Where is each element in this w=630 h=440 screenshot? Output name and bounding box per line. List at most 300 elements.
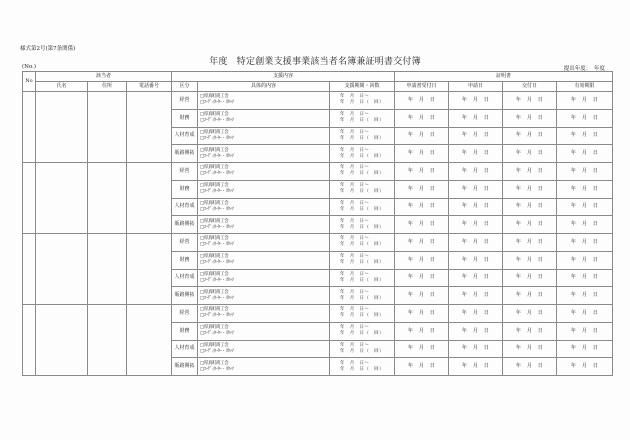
issue-date-cell[interactable] (503, 287, 557, 305)
issue-date-cell[interactable] (503, 198, 557, 216)
issue-date-cell[interactable] (503, 180, 557, 198)
apply-date-cell[interactable] (395, 322, 449, 340)
option-coordinator-checkbox[interactable]: □ｺｰﾃﾞｨﾈｰﾀｰ・ｽﾀｯﾌ (200, 171, 234, 177)
phone-header: 電話番号 (127, 82, 172, 92)
option-shoukokai-checkbox[interactable]: □厚真町商工会 (200, 271, 229, 277)
period-cell[interactable] (330, 269, 395, 287)
detail-cell (198, 340, 330, 358)
date-month: 月 (418, 327, 425, 334)
date-month: 月 (526, 309, 533, 316)
option-coordinator-checkbox[interactable]: □ｺｰﾃﾞｨﾈｰﾀｰ・ｽﾀｯﾌ (200, 224, 234, 230)
apply-date-cell[interactable] (395, 145, 449, 163)
category-cell: 人材育成 (172, 340, 198, 358)
date-month: 月 (581, 292, 588, 299)
option-coordinator-checkbox[interactable]: □ｺｰﾃﾞｨﾈｰﾀｰ・ｽﾀｯﾌ (200, 295, 234, 301)
valid-until-cell[interactable] (557, 287, 613, 305)
date-year: 年 (461, 363, 468, 370)
date-day: 日 (537, 114, 544, 121)
date-day: 日 (429, 167, 436, 174)
date-month: 月 (472, 203, 479, 210)
request-date-cell[interactable] (449, 163, 503, 181)
date-year: 年 (407, 150, 414, 157)
period-start: 年 月 日～ (340, 236, 370, 242)
date-month: 月 (581, 96, 588, 103)
date-month: 月 (472, 185, 479, 192)
date-year: 年 (461, 132, 468, 139)
period-cell[interactable] (330, 287, 395, 305)
address-header: 住所 (88, 82, 127, 92)
valid-until-cell[interactable] (557, 322, 613, 340)
date-month: 月 (526, 238, 533, 245)
period-end: 年 月 日（ 回） (340, 295, 385, 301)
name-cell[interactable] (36, 234, 88, 305)
valid-until-cell[interactable] (557, 92, 613, 110)
period-cell[interactable] (330, 305, 395, 323)
date-day: 日 (429, 292, 436, 299)
period-start: 年 月 日～ (340, 271, 370, 277)
date-year: 年 (515, 150, 522, 157)
period-cell[interactable] (330, 251, 395, 269)
apply-date-cell[interactable] (395, 251, 449, 269)
no-header: No (23, 72, 36, 92)
request-date-cell[interactable] (449, 287, 503, 305)
date-year: 年 (461, 327, 468, 334)
category-cell: 財務 (172, 322, 198, 340)
name-cell[interactable] (36, 92, 88, 163)
date-day: 日 (429, 114, 436, 121)
date-day: 日 (537, 221, 544, 228)
date-month: 月 (418, 203, 425, 210)
apply-date-cell[interactable] (395, 127, 449, 145)
option-shoukokai-checkbox[interactable]: □厚真町商工会 (200, 236, 229, 242)
date-month: 月 (472, 96, 479, 103)
option-shoukokai-checkbox[interactable]: □厚真町商工会 (200, 165, 229, 171)
request-date-cell[interactable] (449, 109, 503, 127)
date-month: 月 (526, 132, 533, 139)
date-month: 月 (418, 309, 425, 316)
date-day: 日 (483, 185, 490, 192)
valid-until-cell[interactable] (557, 305, 613, 323)
person-group-header: 該当者 (36, 72, 172, 82)
option-coordinator-checkbox[interactable]: □ｺｰﾃﾞｨﾈｰﾀｰ・ｽﾀｯﾌ (200, 118, 234, 124)
request-date-cell[interactable] (449, 216, 503, 234)
date-year: 年 (570, 150, 577, 157)
request-date-cell[interactable] (449, 340, 503, 358)
date-year: 年 (461, 221, 468, 228)
phone-cell[interactable] (127, 234, 172, 305)
date-year: 年 (515, 327, 522, 334)
entry-row (23, 234, 613, 252)
valid-until-cell[interactable] (557, 251, 613, 269)
date-month: 月 (472, 363, 479, 370)
support-group-header: 支援内容 (172, 72, 395, 82)
request-date-cell[interactable] (449, 322, 503, 340)
date-day: 日 (537, 238, 544, 245)
date-day: 日 (592, 150, 599, 157)
date-month: 月 (581, 221, 588, 228)
period-end: 年 月 日（ 回） (340, 224, 385, 230)
date-year: 年 (570, 203, 577, 210)
apply-date-cell[interactable] (395, 305, 449, 323)
request-date-cell[interactable] (449, 145, 503, 163)
date-month: 月 (418, 292, 425, 299)
option-coordinator-checkbox[interactable]: □ｺｰﾃﾞｨﾈｰﾀｰ・ｽﾀｯﾌ (200, 135, 234, 141)
period-end: 年 月 日（ 回） (340, 277, 385, 283)
date-day: 日 (483, 256, 490, 263)
date-day: 日 (429, 150, 436, 157)
date-month: 月 (526, 96, 533, 103)
request-date-cell[interactable] (449, 234, 503, 252)
name-header: 氏名 (36, 82, 88, 92)
period-cell[interactable] (330, 322, 395, 340)
date-day: 日 (592, 185, 599, 192)
date-year: 年 (407, 167, 414, 174)
period-start: 年 月 日～ (340, 183, 370, 189)
category-cell: 経営 (172, 305, 198, 323)
request-date-cell[interactable] (449, 198, 503, 216)
address-cell[interactable] (88, 234, 127, 305)
date-day: 日 (592, 221, 599, 228)
valid-until-cell[interactable] (557, 109, 613, 127)
address-cell[interactable] (88, 163, 127, 234)
detail-cell (198, 322, 330, 340)
date-day: 日 (537, 292, 544, 299)
date-year: 年 (461, 185, 468, 192)
date-month: 月 (526, 185, 533, 192)
date-day: 日 (592, 309, 599, 316)
date-month: 月 (526, 221, 533, 228)
apply-date-cell[interactable] (395, 358, 449, 376)
category-cell: 財務 (172, 180, 198, 198)
category-cell: 人材育成 (172, 269, 198, 287)
date-day: 日 (429, 327, 436, 334)
date-day: 日 (429, 221, 436, 228)
entry-row (23, 92, 613, 110)
date-day: 日 (429, 185, 436, 192)
name-cell[interactable] (36, 163, 88, 234)
apply-date-cell[interactable] (395, 287, 449, 305)
option-coordinator-checkbox[interactable]: □ｺｰﾃﾞｨﾈｰﾀｰ・ｽﾀｯﾌ (200, 242, 234, 248)
period-start: 年 月 日～ (340, 218, 370, 224)
date-year: 年 (515, 274, 522, 281)
date-year: 年 (515, 238, 522, 245)
date-day: 日 (537, 309, 544, 316)
issue-date-cell[interactable] (503, 322, 557, 340)
period-cell[interactable] (330, 198, 395, 216)
date-month: 月 (526, 256, 533, 263)
period-cell[interactable] (330, 145, 395, 163)
date-day: 日 (483, 221, 490, 228)
option-shoukokai-checkbox[interactable]: □厚真町商工会 (200, 129, 229, 135)
date-year: 年 (407, 274, 414, 281)
date-month: 月 (581, 167, 588, 174)
period-start: 年 月 日～ (340, 147, 370, 153)
date-month: 月 (418, 96, 425, 103)
date-year: 年 (461, 150, 468, 157)
date-month: 月 (472, 132, 479, 139)
apply-date-cell[interactable] (395, 269, 449, 287)
category-cell: 人材育成 (172, 198, 198, 216)
issue-date-cell[interactable] (503, 109, 557, 127)
date-year: 年 (407, 221, 414, 228)
date-day: 日 (483, 114, 490, 121)
option-shoukokai-checkbox[interactable]: □厚真町商工会 (200, 360, 229, 366)
valid-until-cell[interactable] (557, 163, 613, 181)
date-month: 月 (472, 221, 479, 228)
date-day: 日 (483, 167, 490, 174)
date-year: 年 (570, 345, 577, 352)
period-end: 年 月 日（ 回） (340, 206, 385, 212)
date-day: 日 (429, 96, 436, 103)
period-end: 年 月 日（ 回） (340, 242, 385, 248)
period-cell[interactable] (330, 234, 395, 252)
period-end: 年 月 日（ 回） (340, 100, 385, 106)
date-year: 年 (515, 292, 522, 299)
valid-until-cell[interactable] (557, 340, 613, 358)
date-month: 月 (581, 327, 588, 334)
option-coordinator-checkbox[interactable]: □ｺｰﾃﾞｨﾈｰﾀｰ・ｽﾀｯﾌ (200, 100, 234, 106)
no-cell[interactable] (23, 92, 36, 163)
option-shoukokai-checkbox[interactable]: □厚真町商工会 (200, 307, 229, 313)
apply-date-cell[interactable] (395, 92, 449, 110)
detail-cell (198, 92, 330, 110)
date-month: 月 (526, 345, 533, 352)
date-year: 年 (570, 274, 577, 281)
apply-date-cell[interactable] (395, 234, 449, 252)
detail-cell (198, 180, 330, 198)
period-start: 年 月 日～ (340, 94, 370, 100)
date-year: 年 (461, 238, 468, 245)
category-cell: 販路開拓 (172, 287, 198, 305)
issue-date-cell[interactable] (503, 216, 557, 234)
date-year: 年 (570, 363, 577, 370)
period-cell[interactable] (330, 340, 395, 358)
category-cell: 財務 (172, 109, 198, 127)
entry-row (23, 305, 613, 323)
date-month: 月 (472, 256, 479, 263)
issue-date-cell[interactable] (503, 251, 557, 269)
issue-date-cell[interactable] (503, 305, 557, 323)
date-day: 日 (592, 345, 599, 352)
option-shoukokai-checkbox[interactable]: □厚真町商工会 (200, 200, 229, 206)
date-day: 日 (537, 96, 544, 103)
date-day: 日 (592, 256, 599, 263)
apply-date-cell[interactable] (395, 109, 449, 127)
valid-until-cell[interactable] (557, 269, 613, 287)
address-cell[interactable] (88, 92, 127, 163)
period-start: 年 月 日～ (340, 360, 370, 366)
date-day: 日 (592, 238, 599, 245)
category-cell: 人材育成 (172, 127, 198, 145)
entry-row (23, 163, 613, 181)
date-year: 年 (515, 309, 522, 316)
request-date-cell[interactable] (449, 269, 503, 287)
option-coordinator-checkbox[interactable]: □ｺｰﾃﾞｨﾈｰﾀｰ・ｽﾀｯﾌ (200, 206, 234, 212)
valid-until-cell[interactable] (557, 234, 613, 252)
date-year: 年 (407, 203, 414, 210)
request-date-cell[interactable] (449, 92, 503, 110)
date-day: 日 (592, 132, 599, 139)
date-day: 日 (592, 363, 599, 370)
date-day: 日 (537, 345, 544, 352)
issue-date-cell[interactable] (503, 340, 557, 358)
detail-cell (198, 216, 330, 234)
valid-until-cell[interactable] (557, 216, 613, 234)
date-day: 日 (537, 203, 544, 210)
date-month: 月 (581, 132, 588, 139)
option-shoukokai-checkbox[interactable]: □厚真町商工会 (200, 218, 229, 224)
valid-until-header: 有効期限 (557, 82, 613, 92)
option-shoukokai-checkbox[interactable]: □厚真町商工会 (200, 94, 229, 100)
option-shoukokai-checkbox[interactable]: □厚真町商工会 (200, 342, 229, 348)
issue-date-cell[interactable] (503, 234, 557, 252)
request-date-header: 申請日 (449, 82, 503, 92)
option-shoukokai-checkbox[interactable]: □厚真町商工会 (200, 112, 229, 118)
request-date-cell[interactable] (449, 305, 503, 323)
date-year: 年 (515, 132, 522, 139)
valid-until-cell[interactable] (557, 198, 613, 216)
period-start: 年 月 日～ (340, 254, 370, 260)
valid-until-cell[interactable] (557, 145, 613, 163)
apply-date-cell[interactable] (395, 340, 449, 358)
date-year: 年 (461, 96, 468, 103)
date-day: 日 (592, 167, 599, 174)
date-month: 月 (418, 221, 425, 228)
date-year: 年 (570, 256, 577, 263)
registry-table (22, 71, 613, 376)
date-month: 月 (418, 274, 425, 281)
category-cell: 財務 (172, 251, 198, 269)
period-cell[interactable] (330, 358, 395, 376)
period-end: 年 月 日（ 回） (340, 313, 385, 319)
apply-date-cell[interactable] (395, 163, 449, 181)
issue-date-cell[interactable] (503, 358, 557, 376)
date-day: 日 (429, 132, 436, 139)
date-day: 日 (592, 203, 599, 210)
request-date-cell[interactable] (449, 180, 503, 198)
date-day: 日 (429, 274, 436, 281)
option-coordinator-checkbox[interactable]: □ｺｰﾃﾞｨﾈｰﾀｰ・ｽﾀｯﾌ (200, 260, 234, 266)
category-cell: 経営 (172, 163, 198, 181)
name-cell[interactable] (36, 305, 88, 376)
option-coordinator-checkbox[interactable]: □ｺｰﾃﾞｨﾈｰﾀｰ・ｽﾀｯﾌ (200, 153, 234, 159)
option-coordinator-checkbox[interactable]: □ｺｰﾃﾞｨﾈｰﾀｰ・ｽﾀｯﾌ (200, 331, 234, 337)
option-coordinator-checkbox[interactable]: □ｺｰﾃﾞｨﾈｰﾀｰ・ｽﾀｯﾌ (200, 277, 234, 283)
apply-date-header: 申請書受付日 (395, 82, 449, 92)
request-date-cell[interactable] (449, 251, 503, 269)
apply-date-cell[interactable] (395, 180, 449, 198)
issue-date-cell[interactable] (503, 269, 557, 287)
date-year: 年 (461, 345, 468, 352)
date-month: 月 (472, 327, 479, 334)
phone-cell[interactable] (127, 163, 172, 234)
phone-cell[interactable] (127, 92, 172, 163)
apply-date-cell[interactable] (395, 216, 449, 234)
no-cell[interactable] (23, 234, 36, 305)
detail-cell (198, 251, 330, 269)
date-day: 日 (592, 96, 599, 103)
detail-cell (198, 234, 330, 252)
valid-until-cell[interactable] (557, 180, 613, 198)
date-month: 月 (472, 150, 479, 157)
period-cell[interactable] (330, 109, 395, 127)
option-shoukokai-checkbox[interactable]: □厚真町商工会 (200, 325, 229, 331)
date-month: 月 (418, 167, 425, 174)
date-day: 日 (483, 292, 490, 299)
period-end: 年 月 日（ 回） (340, 118, 385, 124)
date-day: 日 (592, 327, 599, 334)
issue-date-cell[interactable] (503, 163, 557, 181)
address-cell[interactable] (88, 305, 127, 376)
date-year: 年 (515, 203, 522, 210)
issue-date-cell[interactable] (503, 92, 557, 110)
date-day: 日 (537, 167, 544, 174)
date-year: 年 (570, 238, 577, 245)
valid-until-cell[interactable] (557, 358, 613, 376)
date-month: 月 (418, 345, 425, 352)
date-month: 月 (526, 203, 533, 210)
date-year: 年 (407, 114, 414, 121)
request-date-cell[interactable] (449, 127, 503, 145)
date-year: 年 (407, 96, 414, 103)
period-header: 支援期間・回数 (330, 82, 395, 92)
date-year: 年 (515, 256, 522, 263)
date-year: 年 (461, 114, 468, 121)
date-month: 月 (418, 238, 425, 245)
date-year: 年 (515, 96, 522, 103)
option-coordinator-checkbox[interactable]: □ｺｰﾃﾞｨﾈｰﾀｰ・ｽﾀｯﾌ (200, 348, 234, 354)
date-year: 年 (407, 327, 414, 334)
date-month: 月 (418, 132, 425, 139)
period-cell[interactable] (330, 92, 395, 110)
option-shoukokai-checkbox[interactable]: □厚真町商工会 (200, 147, 229, 153)
date-day: 日 (537, 363, 544, 370)
no-cell[interactable] (23, 305, 36, 376)
detail-cell (198, 358, 330, 376)
period-cell[interactable] (330, 127, 395, 145)
period-cell[interactable] (330, 163, 395, 181)
option-coordinator-checkbox[interactable]: □ｺｰﾃﾞｨﾈｰﾀｰ・ｽﾀｯﾌ (200, 366, 234, 372)
date-month: 月 (581, 345, 588, 352)
period-start: 年 月 日～ (340, 200, 370, 206)
issue-date-header: 交付日 (503, 82, 557, 92)
date-year: 年 (570, 114, 577, 121)
no-cell[interactable] (23, 163, 36, 234)
option-shoukokai-checkbox[interactable]: □厚真町商工会 (200, 254, 229, 260)
detail-cell (198, 198, 330, 216)
request-date-cell[interactable] (449, 358, 503, 376)
option-coordinator-checkbox[interactable]: □ｺｰﾃﾞｨﾈｰﾀｰ・ｽﾀｯﾌ (200, 313, 234, 319)
date-day: 日 (429, 238, 436, 245)
option-coordinator-checkbox[interactable]: □ｺｰﾃﾞｨﾈｰﾀｰ・ｽﾀｯﾌ (200, 189, 234, 195)
phone-cell[interactable] (127, 305, 172, 376)
date-day: 日 (483, 345, 490, 352)
apply-date-cell[interactable] (395, 198, 449, 216)
valid-until-cell[interactable] (557, 127, 613, 145)
issue-date-cell[interactable] (503, 145, 557, 163)
category-cell: 販路開拓 (172, 358, 198, 376)
period-end: 年 月 日（ 回） (340, 366, 385, 372)
option-shoukokai-checkbox[interactable]: □厚真町商工会 (200, 289, 229, 295)
date-month: 月 (418, 114, 425, 121)
detail-cell (198, 287, 330, 305)
period-end: 年 月 日（ 回） (340, 331, 385, 337)
option-shoukokai-checkbox[interactable]: □厚真町商工会 (200, 183, 229, 189)
period-cell[interactable] (330, 180, 395, 198)
issue-date-cell[interactable] (503, 127, 557, 145)
period-cell[interactable] (330, 216, 395, 234)
date-day: 日 (537, 274, 544, 281)
